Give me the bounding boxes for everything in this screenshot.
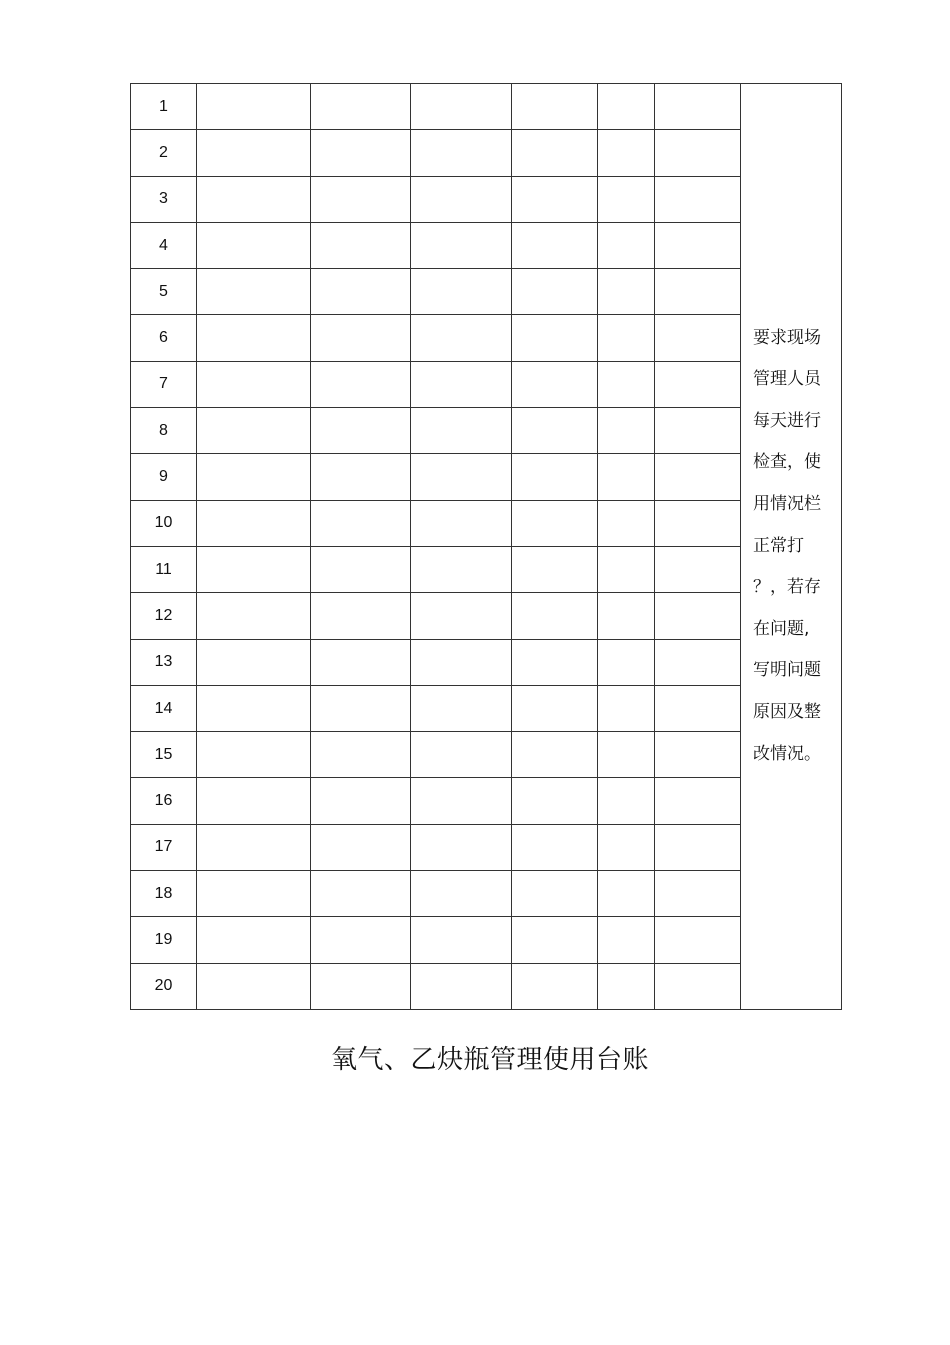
table-row <box>131 84 842 130</box>
entry-cell[interactable] <box>512 639 598 685</box>
entry-cell[interactable] <box>655 824 741 870</box>
entry-cell[interactable] <box>311 824 411 870</box>
entry-cell[interactable] <box>411 778 512 824</box>
remarks-line: 正常打 <box>753 535 804 556</box>
entry-cell[interactable] <box>655 546 741 592</box>
entry-cell[interactable] <box>411 454 512 500</box>
entry-cell[interactable] <box>512 824 598 870</box>
table-row <box>131 639 842 685</box>
entry-cell[interactable] <box>197 315 311 361</box>
entry-cell[interactable] <box>311 546 411 592</box>
table-row <box>131 917 842 963</box>
row-number: 19 <box>131 917 197 963</box>
entry-cell[interactable] <box>311 408 411 454</box>
entry-cell[interactable] <box>512 130 598 176</box>
remarks-line: 改情况。 <box>753 743 821 764</box>
table-row <box>131 454 842 500</box>
row-number: 17 <box>131 824 197 870</box>
table-row <box>131 130 842 176</box>
entry-cell[interactable] <box>598 176 655 222</box>
table-row <box>131 269 842 315</box>
row-number: 10 <box>131 500 197 546</box>
entry-cell[interactable] <box>598 269 655 315</box>
entry-cell[interactable] <box>311 454 411 500</box>
entry-cell[interactable] <box>197 500 311 546</box>
row-number: 9 <box>131 454 197 500</box>
entry-cell[interactable] <box>311 778 411 824</box>
entry-cell[interactable] <box>512 732 598 778</box>
entry-cell[interactable] <box>598 639 655 685</box>
entry-cell[interactable] <box>655 130 741 176</box>
entry-cell[interactable] <box>411 408 512 454</box>
entry-cell[interactable] <box>197 84 311 130</box>
table-row <box>131 778 842 824</box>
remarks-line: 用情况栏 <box>753 494 821 515</box>
entry-cell[interactable] <box>197 917 311 963</box>
remarks-line: 检查，使 <box>753 452 821 473</box>
entry-cell[interactable] <box>197 593 311 639</box>
entry-cell[interactable] <box>311 871 411 917</box>
table-row <box>131 222 842 268</box>
entry-cell[interactable] <box>598 130 655 176</box>
table-row <box>131 824 842 870</box>
entry-cell[interactable] <box>411 222 512 268</box>
entry-cell[interactable] <box>311 500 411 546</box>
entry-cell[interactable] <box>197 269 311 315</box>
entry-cell[interactable] <box>311 176 411 222</box>
entry-cell[interactable] <box>411 269 512 315</box>
entry-cell[interactable] <box>512 871 598 917</box>
entry-cell[interactable] <box>598 963 655 1009</box>
table-row <box>131 593 842 639</box>
remarks-line: 在问题, <box>753 618 810 639</box>
entry-cell[interactable] <box>598 546 655 592</box>
entry-cell[interactable] <box>197 222 311 268</box>
entry-cell[interactable] <box>512 176 598 222</box>
remarks-line: 管理人员 <box>753 369 821 390</box>
row-number: 12 <box>131 593 197 639</box>
entry-cell[interactable] <box>197 778 311 824</box>
entry-cell[interactable] <box>197 408 311 454</box>
entry-cell[interactable] <box>311 593 411 639</box>
table-row <box>131 546 842 592</box>
entry-cell[interactable] <box>655 963 741 1009</box>
entry-cell[interactable] <box>598 917 655 963</box>
entry-cell[interactable] <box>311 84 411 130</box>
row-number: 20 <box>131 963 197 1009</box>
row-number: 8 <box>131 408 197 454</box>
entry-cell[interactable] <box>311 361 411 407</box>
entry-cell[interactable] <box>655 269 741 315</box>
table-row <box>131 500 842 546</box>
entry-cell[interactable] <box>512 685 598 731</box>
entry-cell[interactable] <box>598 222 655 268</box>
entry-cell[interactable] <box>411 546 512 592</box>
row-number: 6 <box>131 315 197 361</box>
entry-cell[interactable] <box>197 824 311 870</box>
entry-cell[interactable] <box>655 732 741 778</box>
table-row <box>131 315 842 361</box>
entry-cell[interactable] <box>411 593 512 639</box>
entry-cell[interactable] <box>512 84 598 130</box>
entry-cell[interactable] <box>197 871 311 917</box>
entry-cell[interactable] <box>598 871 655 917</box>
entry-cell[interactable] <box>598 824 655 870</box>
entry-cell[interactable] <box>197 685 311 731</box>
entry-cell[interactable] <box>512 778 598 824</box>
entry-cell[interactable] <box>655 917 741 963</box>
entry-cell[interactable] <box>598 500 655 546</box>
entry-cell[interactable] <box>197 454 311 500</box>
entry-cell[interactable] <box>655 222 741 268</box>
entry-cell[interactable] <box>311 917 411 963</box>
entry-cell[interactable] <box>411 130 512 176</box>
entry-cell[interactable] <box>197 546 311 592</box>
row-number: 3 <box>131 176 197 222</box>
table-row <box>131 408 842 454</box>
entry-cell[interactable] <box>311 732 411 778</box>
row-number: 4 <box>131 222 197 268</box>
entry-cell[interactable] <box>655 639 741 685</box>
entry-cell[interactable] <box>411 871 512 917</box>
remarks-line: 原因及整 <box>753 702 821 723</box>
entry-cell[interactable] <box>411 639 512 685</box>
entry-cell[interactable] <box>311 963 411 1009</box>
entry-cell[interactable] <box>598 361 655 407</box>
ledger-table <box>130 83 842 1010</box>
entry-cell[interactable] <box>512 408 598 454</box>
entry-cell[interactable] <box>598 593 655 639</box>
entry-cell[interactable] <box>512 546 598 592</box>
entry-cell[interactable] <box>512 500 598 546</box>
entry-cell[interactable] <box>512 963 598 1009</box>
entry-cell[interactable] <box>598 778 655 824</box>
entry-cell[interactable] <box>655 361 741 407</box>
entry-cell[interactable] <box>598 732 655 778</box>
entry-cell[interactable] <box>512 361 598 407</box>
entry-cell[interactable] <box>411 315 512 361</box>
remarks-line: 要求现场 <box>753 327 821 348</box>
table-row <box>131 685 842 731</box>
table-row <box>131 176 842 222</box>
row-number: 14 <box>131 685 197 731</box>
entry-cell[interactable] <box>655 84 741 130</box>
entry-cell[interactable] <box>311 315 411 361</box>
entry-cell[interactable] <box>411 685 512 731</box>
remarks-line: ？，若存 <box>753 577 821 598</box>
entry-cell[interactable] <box>197 361 311 407</box>
entry-cell[interactable] <box>655 408 741 454</box>
row-number: 1 <box>131 84 197 130</box>
entry-cell[interactable] <box>197 176 311 222</box>
entry-cell[interactable] <box>512 315 598 361</box>
entry-cell[interactable] <box>655 685 741 731</box>
entry-cell[interactable] <box>598 685 655 731</box>
table-row <box>131 361 842 407</box>
row-number: 15 <box>131 732 197 778</box>
entry-cell[interactable] <box>197 963 311 1009</box>
entry-cell[interactable] <box>311 685 411 731</box>
table-row <box>131 871 842 917</box>
table-row <box>131 963 842 1009</box>
entry-cell[interactable] <box>311 222 411 268</box>
row-number: 7 <box>131 361 197 407</box>
entry-cell[interactable] <box>512 454 598 500</box>
entry-cell[interactable] <box>311 269 411 315</box>
entry-cell[interactable] <box>512 222 598 268</box>
entry-cell[interactable] <box>655 871 741 917</box>
entry-cell[interactable] <box>598 84 655 130</box>
entry-cell[interactable] <box>411 84 512 130</box>
entry-cell[interactable] <box>411 963 512 1009</box>
entry-cell[interactable] <box>411 917 512 963</box>
entry-cell[interactable] <box>411 176 512 222</box>
entry-cell[interactable] <box>655 500 741 546</box>
remarks-cell <box>741 84 842 1010</box>
entry-cell[interactable] <box>197 732 311 778</box>
entry-cell[interactable] <box>411 361 512 407</box>
entry-cell[interactable] <box>655 593 741 639</box>
remarks-line: 写明问题 <box>753 660 821 681</box>
entry-cell[interactable] <box>197 639 311 685</box>
row-number: 16 <box>131 778 197 824</box>
entry-cell[interactable] <box>655 454 741 500</box>
row-number: 5 <box>131 269 197 315</box>
entry-cell[interactable] <box>598 315 655 361</box>
entry-cell[interactable] <box>411 500 512 546</box>
entry-cell[interactable] <box>512 917 598 963</box>
row-number: 18 <box>131 871 197 917</box>
entry-cell[interactable] <box>598 454 655 500</box>
remarks-line: 每天进行 <box>753 410 821 431</box>
entry-cell[interactable] <box>411 732 512 778</box>
row-number: 13 <box>131 639 197 685</box>
entry-cell[interactable] <box>411 824 512 870</box>
table-row <box>131 732 842 778</box>
entry-cell[interactable] <box>311 639 411 685</box>
entry-cell[interactable] <box>311 130 411 176</box>
entry-cell[interactable] <box>655 315 741 361</box>
entry-cell[interactable] <box>598 408 655 454</box>
entry-cell[interactable] <box>655 176 741 222</box>
entry-cell[interactable] <box>512 593 598 639</box>
row-number: 2 <box>131 130 197 176</box>
entry-cell[interactable] <box>197 130 311 176</box>
document-title: 氧气、乙炔瓶管理使用台账 <box>330 1045 649 1075</box>
row-number: 11 <box>131 546 197 592</box>
entry-cell[interactable] <box>512 269 598 315</box>
entry-cell[interactable] <box>655 778 741 824</box>
